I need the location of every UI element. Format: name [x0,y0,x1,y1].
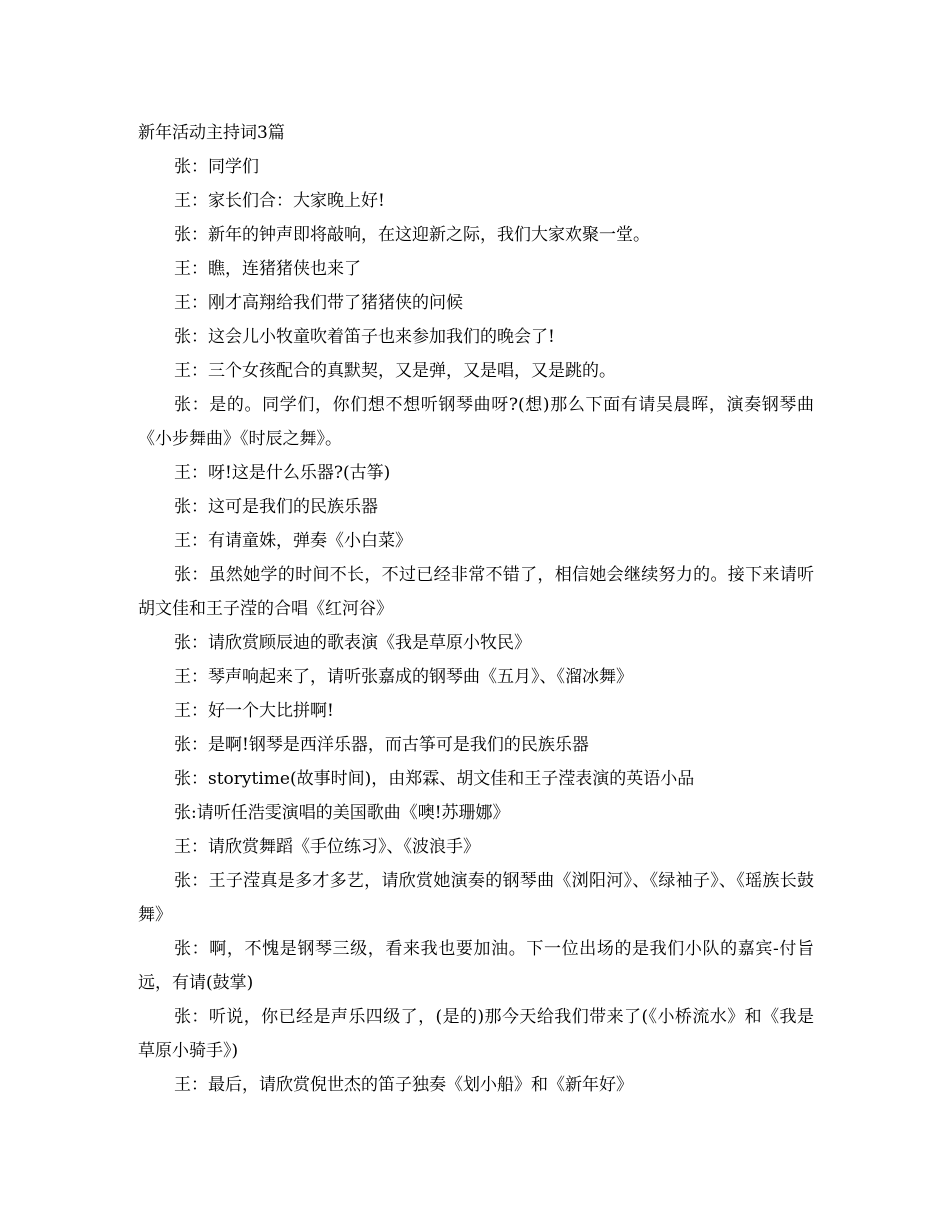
script-line: 张：这可是我们的民族乐器 [174,497,378,517]
script-line: 张：新年的钟声即将敲响，在这迎新之际，我们大家欢聚一堂。 [174,225,650,245]
script-line: 王：刚才高翔给我们带了猪猪侠的问候 [174,293,463,313]
script-line: 王：有请童姝，弹奏《小白菜》 [174,531,412,551]
script-line: 王：琴声响起来了，请听张嘉成的钢琴曲《五月》、《溜冰舞》 [174,667,633,687]
script-line: 张：同学们 [174,157,259,177]
script-line: 王：呀!这是什么乐器?(古筝) [174,463,391,483]
script-line: 王：瞧，连猪猪侠也来了 [174,259,361,279]
document-body [138,116,814,1102]
script-line: 张：王子滢真是多才多艺，请欣赏她演奏的钢琴曲《浏阳河》、《绿袖子》、《瑶族长鼓舞》 [138,871,814,925]
script-line: 张：是的。同学们，你们想不想听钢琴曲呀?(想)那么下面有请吴晨晖，演奏钢琴曲《小步舞曲》《时辰之舞》。 [138,395,814,449]
document-title: 新年活动主持词3篇 [138,123,285,143]
script-line: 王：好一个大比拼啊! [174,701,334,721]
script-line: 张：请欣赏顾辰迪的歌表演《我是草原小牧民》 [174,633,531,653]
script-line: 张：是啊!钢琴是西洋乐器，而古筝可是我们的民族乐器 [174,735,589,755]
script-line: 王：三个女孩配合的真默契，又是弹，又是唱，又是跳的。 [174,361,616,381]
script-line: 张：storytime(故事时间)，由郑霖、胡文佳和王子滢表演的英语小品 [174,769,695,789]
script-line: 王：最后，请欣赏倪世杰的笛子独奏《划小船》和《新年好》 [174,1075,633,1095]
script-line: 张：啊，不愧是钢琴三级，看来我也要加油。下一位出场的是我们小队的嘉宾-付旨远，有请(鼓掌) [138,939,814,993]
script-line: 王：家长们合：大家晚上好! [174,191,385,211]
script-line: 张:请听任浩雯演唱的美国歌曲《噢!苏珊娜》 [174,803,510,823]
script-line: 张：这会儿小牧童吹着笛子也来参加我们的晚会了! [174,327,555,347]
script-line: 张：听说，你已经是声乐四级了，(是的)那今天给我们带来了(《小桥流水》和《我是草原小骑手》) [138,1007,814,1061]
script-line: 张：虽然她学的时间不长，不过已经非常不错了，相信她会继续努力的。接下来请听胡文佳和王子滢的合唱《红河谷》 [138,565,814,619]
script-line: 王：请欣赏舞蹈《手位练习》、《波浪手》 [174,837,480,857]
